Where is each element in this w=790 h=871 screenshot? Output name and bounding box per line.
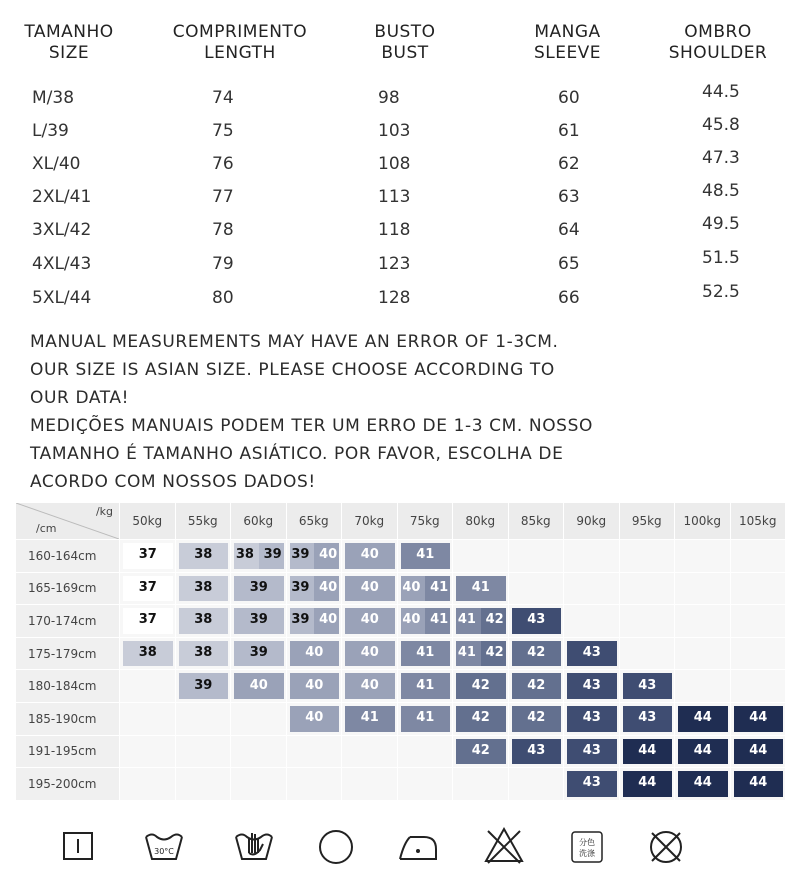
weight-header: 50kg (120, 503, 176, 540)
size-label: 40 (319, 612, 338, 628)
weight-header: 75kg (398, 503, 454, 540)
grid-cell (675, 573, 731, 606)
grid-cell (176, 703, 232, 736)
size-label: 40 (305, 710, 324, 726)
grid-cell (342, 605, 398, 638)
grid-cell (287, 638, 343, 671)
grid-cell (342, 638, 398, 671)
grid-cell (564, 703, 620, 736)
header-size (10, 22, 135, 64)
hand-wash-icon (232, 823, 276, 867)
weight-header: 105kg (731, 503, 787, 540)
size-label: 41 (430, 612, 449, 628)
grid-cell (731, 736, 787, 769)
corner-kg-label: /kg (95, 505, 113, 518)
grid-cell (509, 736, 565, 769)
grid-cell (398, 605, 454, 638)
size-label: 42 (485, 645, 504, 661)
grid-cell (620, 703, 676, 736)
grid-cell (731, 573, 787, 606)
size-label: 41 (416, 710, 435, 726)
grid-cell (564, 605, 620, 638)
weight-header: 85kg (509, 503, 565, 540)
grid-cell (231, 540, 287, 573)
grid-cell (620, 605, 676, 638)
height-header: 180-184cm (16, 670, 120, 703)
size-label: 40 (360, 612, 379, 628)
sleeve-cell: 65 (558, 254, 580, 274)
grid-cell (398, 703, 454, 736)
weight-header: 80kg (453, 503, 509, 540)
note-portuguese (30, 412, 785, 496)
grid-cell (731, 768, 787, 801)
size-cell: 3XL/42 (32, 220, 92, 240)
grid-cell (675, 670, 731, 703)
size-label: 41 (416, 547, 435, 563)
size-label: 41 (457, 612, 476, 628)
grid-cell (731, 703, 787, 736)
size-label: 40 (402, 612, 421, 628)
size-label: 41 (416, 677, 435, 693)
size-label: 39 (291, 579, 310, 595)
size-label: 40 (360, 547, 379, 563)
grid-cell (398, 768, 454, 801)
size-label: 40 (249, 677, 268, 693)
iron-low-icon (396, 823, 440, 867)
grid-cell (176, 736, 232, 769)
size-label: 41 (360, 710, 379, 726)
grid-cell (287, 540, 343, 573)
size-label: 40 (360, 677, 379, 693)
height-header: 191-195cm (16, 736, 120, 769)
size-label: 37 (138, 612, 157, 628)
size-row (0, 115, 790, 147)
size-label: 43 (582, 677, 601, 693)
grid-cell (564, 768, 620, 801)
sleeve-cell: 64 (558, 220, 580, 240)
grid-cell (231, 638, 287, 671)
header-shoulder-pt: OMBRO (684, 22, 752, 42)
header-sleeve (510, 22, 625, 64)
size-label: 40 (360, 579, 379, 595)
weight-header: 95kg (620, 503, 676, 540)
grid-cell (453, 540, 509, 573)
size-label: 40 (305, 677, 324, 693)
care-icons-bar (0, 815, 790, 871)
height-header: 160-164cm (16, 540, 120, 573)
header-length-en: LENGTH (204, 43, 276, 63)
size-cell: 5XL/44 (32, 288, 92, 308)
grid-cell (620, 638, 676, 671)
grid-cell (509, 573, 565, 606)
weight-header: 100kg (675, 503, 731, 540)
dry-clean-icon (314, 823, 358, 867)
height-header: 185-190cm (16, 703, 120, 736)
grid-cell (620, 540, 676, 573)
length-cell: 79 (212, 254, 234, 274)
grid-cell (342, 768, 398, 801)
grid-cell (453, 573, 509, 606)
header-bust-en: BUST (381, 43, 429, 63)
header-shoulder-en: SHOULDER (668, 43, 768, 63)
bust-cell: 118 (378, 220, 411, 240)
grid-cell (675, 638, 731, 671)
grid-cell (675, 768, 731, 801)
grid-cell (564, 670, 620, 703)
grid-cell (675, 703, 731, 736)
size-label: 42 (527, 677, 546, 693)
size-label: 38 (194, 547, 213, 563)
size-label: 43 (582, 775, 601, 791)
note-line: MEDIÇÕES MANUAIS PODEM TER UM ERRO DE 1-3 CM. NOSSO (30, 416, 593, 436)
grid-cell (231, 573, 287, 606)
size-label: 43 (638, 677, 657, 693)
size-label: 44 (638, 742, 657, 758)
grid-cell (231, 736, 287, 769)
grid-cell (287, 605, 343, 638)
length-cell: 75 (212, 121, 234, 141)
bust-cell: 98 (378, 88, 400, 108)
bust-cell: 123 (378, 254, 411, 274)
note-english (30, 328, 785, 412)
height-header: 170-174cm (16, 605, 120, 638)
size-label: 41 (416, 645, 435, 661)
size-row (0, 181, 790, 213)
grid-cell (287, 670, 343, 703)
shoulder-cell: 45.8 (702, 115, 740, 135)
length-cell: 76 (212, 154, 234, 174)
shoulder-cell: 52.5 (702, 282, 740, 302)
grid-cell (564, 540, 620, 573)
grid-cell (120, 703, 176, 736)
length-cell: 80 (212, 288, 234, 308)
grid-cell (176, 540, 232, 573)
weight-header: 90kg (564, 503, 620, 540)
sleeve-cell: 63 (558, 187, 580, 207)
grid-cell (564, 638, 620, 671)
grid-cell (287, 736, 343, 769)
size-label: 38 (138, 645, 157, 661)
size-cell: XL/40 (32, 154, 81, 174)
size-label: 41 (471, 579, 490, 595)
size-label: 44 (749, 742, 768, 758)
header-size-en: SIZE (48, 43, 90, 63)
grid-cell (342, 703, 398, 736)
size-label: 37 (138, 579, 157, 595)
length-cell: 78 (212, 220, 234, 240)
sleeve-cell: 62 (558, 154, 580, 174)
do-not-bleach-icon (482, 823, 526, 867)
size-label: 42 (527, 645, 546, 661)
wash-30-icon (142, 823, 186, 867)
header-length (145, 22, 335, 64)
size-label: 42 (471, 742, 490, 758)
grid-cell (287, 768, 343, 801)
grid-corner (16, 503, 120, 540)
height-header: 165-169cm (16, 573, 120, 606)
header-bust-pt: BUSTO (374, 22, 436, 42)
grid-cell (176, 638, 232, 671)
grid-cell (453, 605, 509, 638)
grid-cell (675, 540, 731, 573)
shoulder-cell: 44.5 (702, 82, 740, 102)
size-label: 40 (319, 579, 338, 595)
size-label: 44 (749, 710, 768, 726)
grid-cell (731, 638, 787, 671)
size-label: 40 (305, 645, 324, 661)
size-label: 38 (235, 547, 254, 563)
note-line: OUR DATA! (30, 388, 130, 408)
size-label: 43 (582, 645, 601, 661)
size-label: 43 (527, 612, 546, 628)
length-cell: 77 (212, 187, 234, 207)
grid-cell (120, 605, 176, 638)
grid-cell (453, 703, 509, 736)
grid-cell (398, 736, 454, 769)
grid-cell (564, 573, 620, 606)
grid-cell (731, 670, 787, 703)
grid-cell (120, 540, 176, 573)
do-not-dry-clean-icon (644, 823, 688, 867)
grid-cell (731, 540, 787, 573)
grid-cell (509, 768, 565, 801)
grid-cell (342, 670, 398, 703)
header-sleeve-pt: MANGA (534, 22, 601, 42)
wash-temp-label: 30°C (154, 847, 174, 856)
size-label: 38 (194, 579, 213, 595)
size-row (0, 282, 790, 314)
size-row (0, 82, 790, 114)
size-row (0, 214, 790, 246)
no-tumble-dry-icon (56, 823, 100, 867)
height-header: 175-179cm (16, 638, 120, 671)
size-cell: L/39 (32, 121, 69, 141)
grid-cell (453, 670, 509, 703)
size-label: 41 (430, 579, 449, 595)
bust-cell: 103 (378, 121, 411, 141)
svg-text:洗涤: 洗涤 (579, 849, 595, 858)
note-line: TAMANHO É TAMANHO ASIÁTICO. POR FAVOR, ESCOLHA DE (30, 444, 564, 464)
grid-cell (176, 605, 232, 638)
size-label: 44 (693, 710, 712, 726)
shoulder-cell: 51.5 (702, 248, 740, 268)
size-label: 39 (249, 579, 268, 595)
bust-cell: 108 (378, 154, 411, 174)
shoulder-cell: 47.3 (702, 148, 740, 168)
size-label: 43 (582, 710, 601, 726)
size-cell: 4XL/43 (32, 254, 92, 274)
grid-cell (453, 736, 509, 769)
length-cell: 74 (212, 88, 234, 108)
size-row (0, 148, 790, 180)
grid-cell (620, 670, 676, 703)
grid-cell (287, 573, 343, 606)
grid-cell (620, 768, 676, 801)
size-label: 44 (638, 775, 657, 791)
size-label: 38 (194, 645, 213, 661)
grid-cell (398, 670, 454, 703)
size-label: 44 (749, 775, 768, 791)
size-label: 37 (138, 547, 157, 563)
grid-cell (176, 573, 232, 606)
header-sleeve-en: SLEEVE (533, 43, 602, 63)
height-header: 195-200cm (16, 768, 120, 801)
size-label: 42 (471, 677, 490, 693)
bust-cell: 128 (378, 288, 411, 308)
size-cell: 2XL/41 (32, 187, 92, 207)
size-label: 44 (693, 742, 712, 758)
grid-cell (287, 703, 343, 736)
grid-cell (120, 670, 176, 703)
shoulder-cell: 48.5 (702, 181, 740, 201)
grid-cell (231, 768, 287, 801)
grid-cell (509, 605, 565, 638)
size-label: 39 (291, 612, 310, 628)
weight-header: 60kg (231, 503, 287, 540)
size-label: 39 (291, 547, 310, 563)
grid-cell (398, 540, 454, 573)
size-label: 40 (360, 645, 379, 661)
grid-cell (453, 638, 509, 671)
size-label: 39 (194, 677, 213, 693)
note-line: MANUAL MEASUREMENTS MAY HAVE AN ERROR OF 1-3CM. (30, 332, 559, 352)
grid-cell (509, 703, 565, 736)
grid-cell (509, 540, 565, 573)
grid-cell (120, 736, 176, 769)
size-label: 40 (402, 579, 421, 595)
header-size-pt: TAMANHO (24, 22, 114, 42)
grid-cell (398, 638, 454, 671)
grid-cell (176, 670, 232, 703)
svg-text:分色: 分色 (579, 838, 595, 847)
grid-cell (620, 736, 676, 769)
size-label: 38 (194, 612, 213, 628)
size-label: 42 (527, 710, 546, 726)
size-label: 43 (527, 742, 546, 758)
grid-cell (731, 605, 787, 638)
size-label: 42 (471, 710, 490, 726)
size-recommendation-grid (16, 503, 786, 801)
grid-cell (231, 670, 287, 703)
size-label: 41 (457, 645, 476, 661)
grid-cell (453, 768, 509, 801)
weight-header: 55kg (176, 503, 232, 540)
grid-cell (231, 703, 287, 736)
grid-cell (398, 573, 454, 606)
weight-header: 70kg (342, 503, 398, 540)
size-label: 42 (485, 612, 504, 628)
header-shoulder (648, 22, 788, 64)
size-label: 43 (582, 742, 601, 758)
grid-cell (176, 768, 232, 801)
size-cell: M/38 (32, 88, 75, 108)
shoulder-cell: 49.5 (702, 214, 740, 234)
grid-cell (509, 638, 565, 671)
grid-cell (675, 736, 731, 769)
size-label: 39 (249, 645, 268, 661)
header-bust (350, 22, 460, 64)
sleeve-cell: 66 (558, 288, 580, 308)
size-label: 39 (249, 612, 268, 628)
wash-separately-icon (566, 823, 610, 867)
note-line: OUR SIZE IS ASIAN SIZE. PLEASE CHOOSE ACCORDING TO (30, 360, 555, 380)
size-label: 44 (693, 775, 712, 791)
grid-cell (564, 736, 620, 769)
sleeve-cell: 60 (558, 88, 580, 108)
grid-cell (120, 638, 176, 671)
header-length-pt: COMPRIMENTO (172, 22, 308, 42)
size-row (0, 248, 790, 280)
grid-cell (342, 540, 398, 573)
grid-cell (120, 573, 176, 606)
size-label: 40 (319, 547, 338, 563)
grid-cell (231, 605, 287, 638)
note-line: ACORDO COM NOSSOS DADOS! (30, 472, 316, 492)
grid-cell (509, 670, 565, 703)
sleeve-cell: 61 (558, 121, 580, 141)
grid-cell (342, 736, 398, 769)
bust-cell: 113 (378, 187, 411, 207)
grid-cell (120, 768, 176, 801)
grid-cell (342, 573, 398, 606)
corner-cm-label: /cm (36, 522, 57, 535)
weight-header: 65kg (287, 503, 343, 540)
grid-cell (620, 573, 676, 606)
size-label: 39 (263, 547, 282, 563)
size-label: 43 (638, 710, 657, 726)
grid-cell (675, 605, 731, 638)
